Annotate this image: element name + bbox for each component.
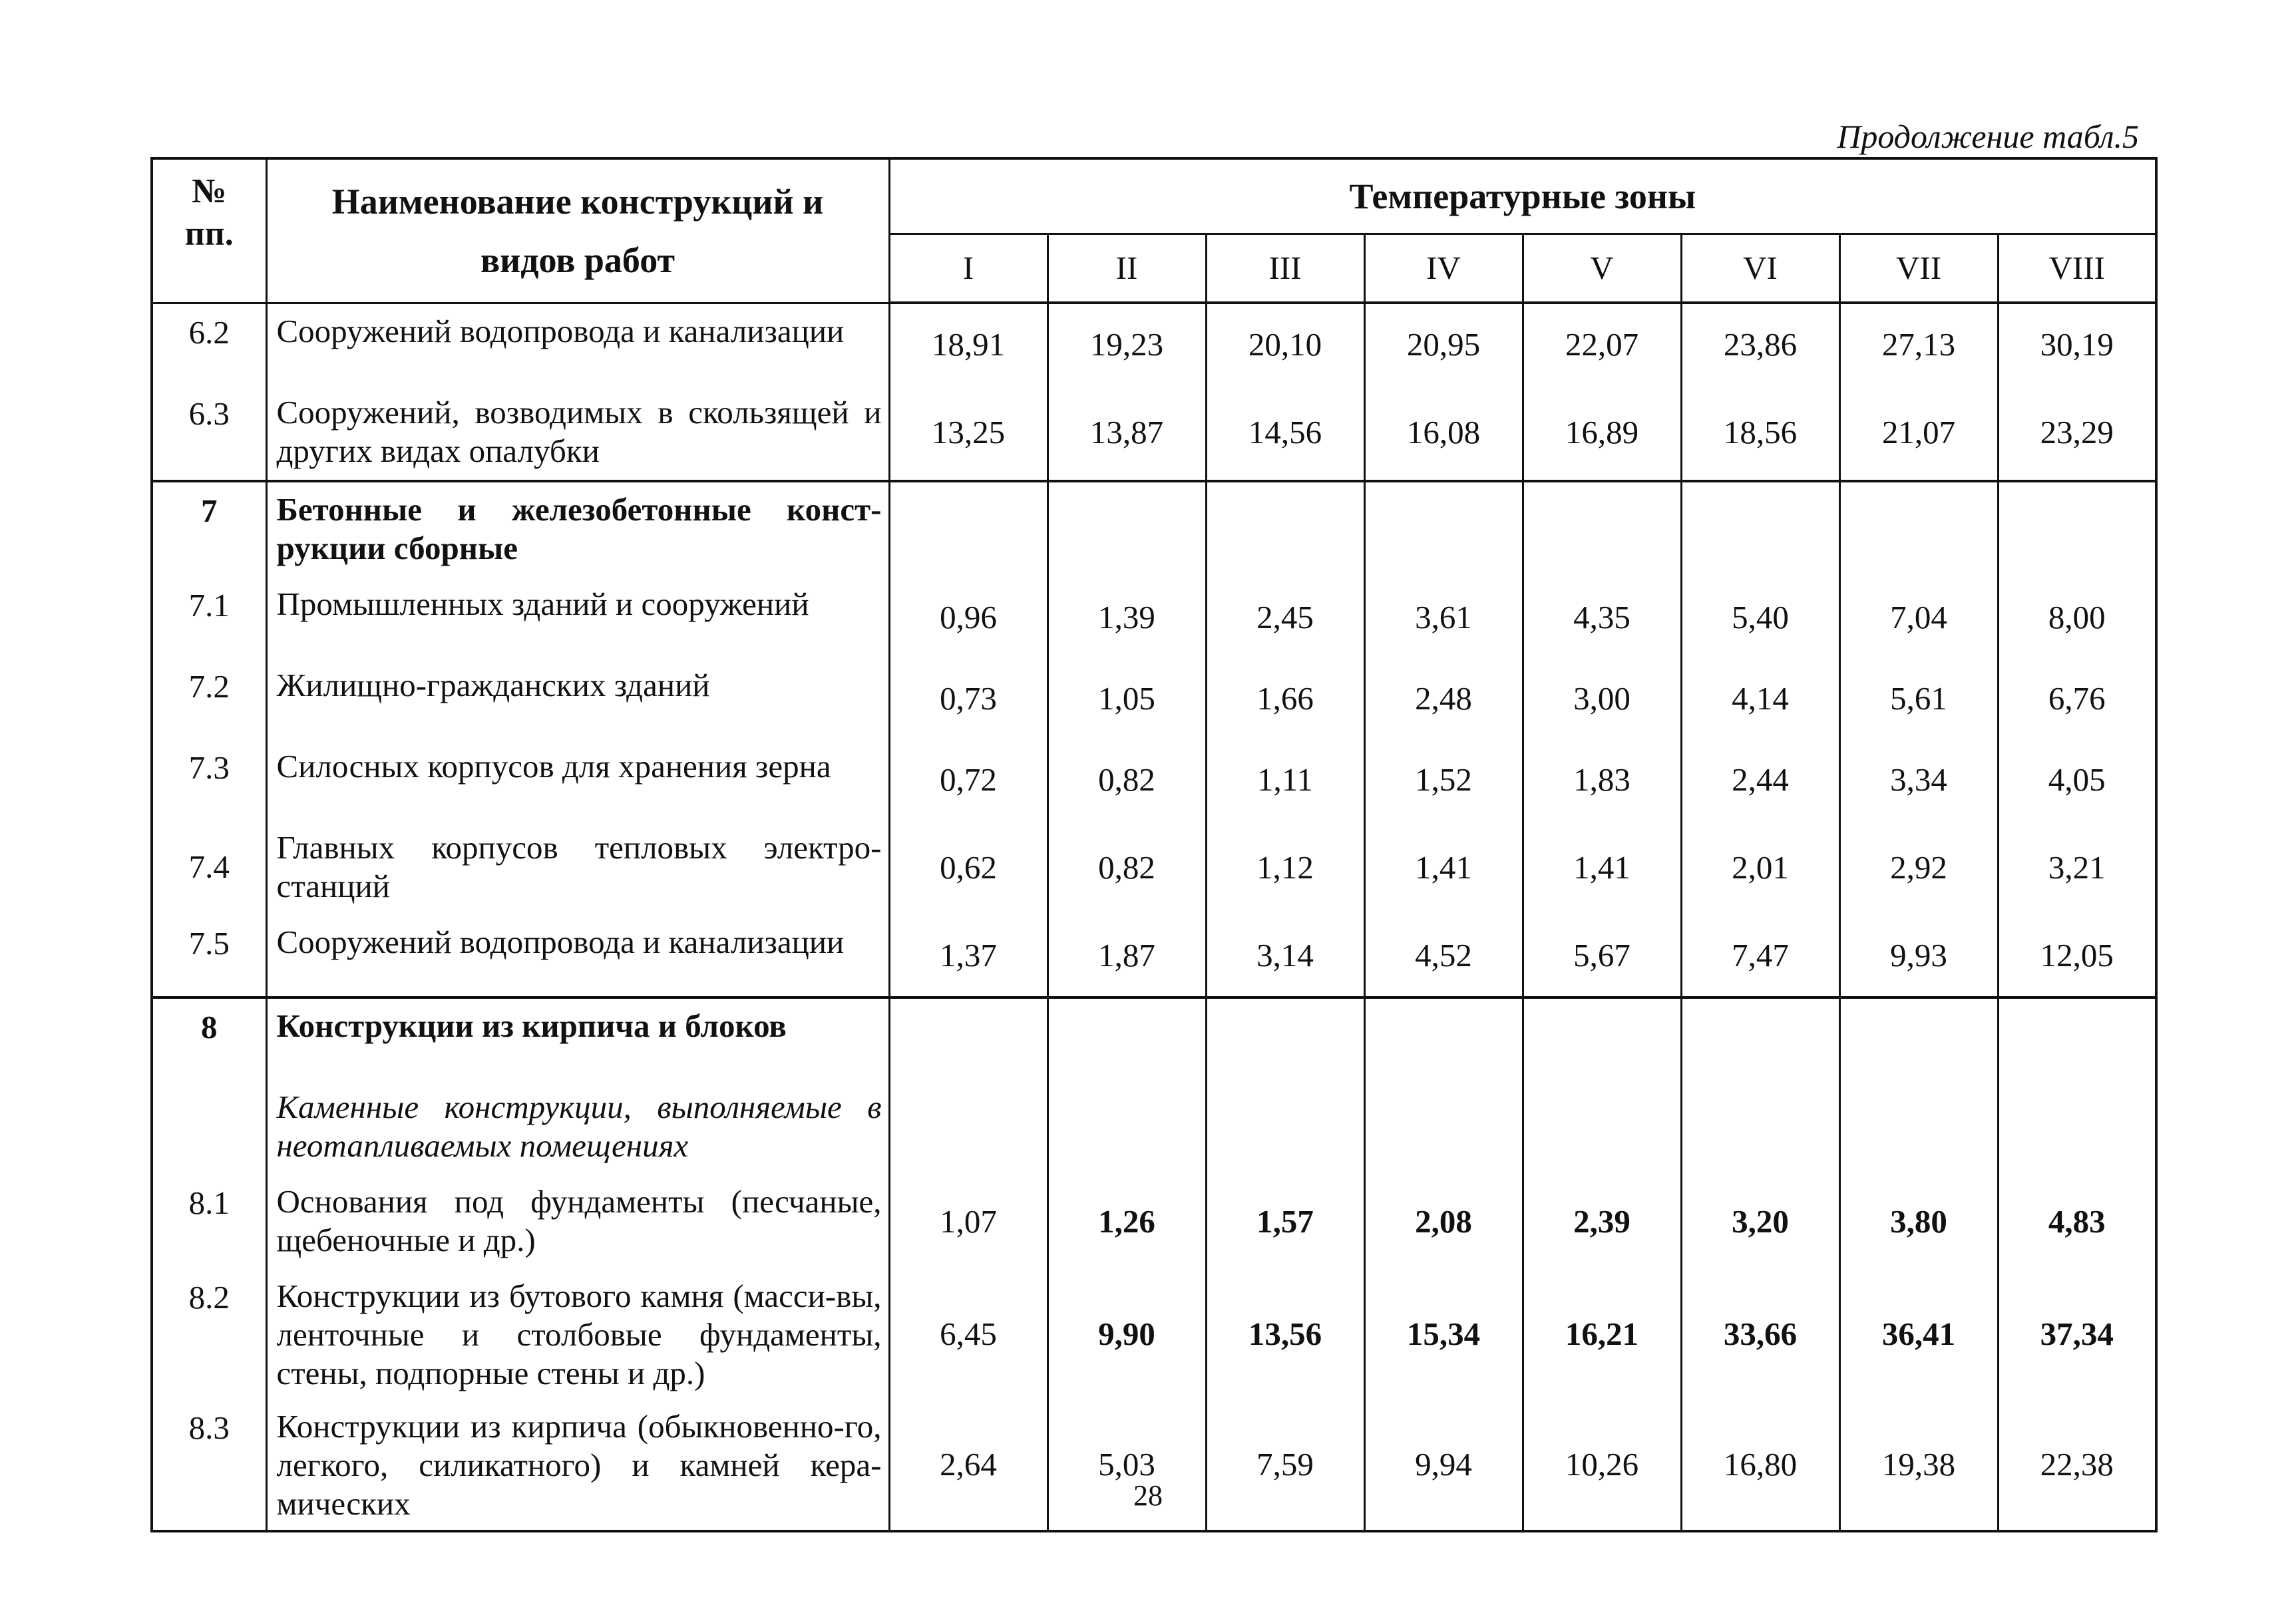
cell-value: 6,45 bbox=[889, 1269, 1048, 1399]
cell-value: 27,13 bbox=[1839, 303, 1998, 385]
header-name-line1: Наименование конструкций и bbox=[331, 181, 824, 222]
row-number: 8 bbox=[152, 997, 266, 1080]
cell-value: 0,96 bbox=[889, 577, 1048, 658]
row-name: Силосных корпусов для хранения зерна bbox=[266, 739, 889, 820]
cell-value: 1,52 bbox=[1364, 739, 1523, 820]
cell-value: 0,82 bbox=[1048, 820, 1206, 915]
zone-header: V bbox=[1523, 234, 1681, 303]
cell-value: 3,61 bbox=[1364, 577, 1523, 658]
row-number: 6.3 bbox=[152, 385, 266, 481]
cell-value bbox=[1048, 481, 1206, 577]
cell-value: 4,14 bbox=[1681, 658, 1839, 739]
cell-value: 19,23 bbox=[1048, 303, 1206, 385]
zone-header: III bbox=[1206, 234, 1364, 303]
cell-value: 21,07 bbox=[1839, 385, 1998, 481]
cell-value: 9,94 bbox=[1364, 1399, 1523, 1531]
cell-value: 1,39 bbox=[1048, 577, 1206, 658]
zone-header: VI bbox=[1681, 234, 1839, 303]
cell-value: 3,21 bbox=[1998, 820, 2156, 915]
row-name: Конструкции из кирпича и блоков bbox=[266, 997, 889, 1080]
cell-value: 30,19 bbox=[1998, 303, 2156, 385]
cell-value: 7,04 bbox=[1839, 577, 1998, 658]
cell-value: 8,00 bbox=[1998, 577, 2156, 658]
cell-value bbox=[1839, 997, 1998, 1080]
cell-value: 4,83 bbox=[1998, 1174, 2156, 1269]
row-name: Каменные конструкции, выполняемые в неотапливаемых помещениях bbox=[266, 1080, 889, 1174]
cell-value: 1,05 bbox=[1048, 658, 1206, 739]
temperature-zones-table bbox=[150, 157, 2158, 1532]
cell-value: 1,37 bbox=[889, 915, 1048, 997]
cell-value: 9,93 bbox=[1839, 915, 1998, 997]
cell-value: 36,41 bbox=[1839, 1269, 1998, 1399]
cell-value bbox=[1364, 1080, 1523, 1174]
cell-value: 3,34 bbox=[1839, 739, 1998, 820]
header-number bbox=[152, 158, 266, 303]
cell-value: 19,38 bbox=[1839, 1399, 1998, 1531]
row-number: 8.2 bbox=[152, 1269, 266, 1399]
cell-value: 33,66 bbox=[1681, 1269, 1839, 1399]
header-zones: Температурные зоны bbox=[889, 158, 2156, 234]
table-row-section bbox=[152, 481, 2156, 577]
cell-value bbox=[1364, 481, 1523, 577]
cell-value: 10,26 bbox=[1523, 1399, 1681, 1531]
cell-value: 2,01 bbox=[1681, 820, 1839, 915]
cell-value: 37,34 bbox=[1998, 1269, 2156, 1399]
table-row bbox=[152, 385, 2156, 481]
cell-value: 16,08 bbox=[1364, 385, 1523, 481]
row-name: Сооружений водопровода и канализации bbox=[266, 303, 889, 385]
cell-value: 16,80 bbox=[1681, 1399, 1839, 1531]
cell-value: 0,73 bbox=[889, 658, 1048, 739]
cell-value bbox=[1523, 997, 1681, 1080]
zone-header: II bbox=[1048, 234, 1206, 303]
cell-value bbox=[1681, 481, 1839, 577]
cell-value: 3,20 bbox=[1681, 1174, 1839, 1269]
row-number bbox=[152, 1080, 266, 1174]
cell-value: 6,76 bbox=[1998, 658, 2156, 739]
cell-value bbox=[1364, 997, 1523, 1080]
cell-value: 3,00 bbox=[1523, 658, 1681, 739]
cell-value: 4,35 bbox=[1523, 577, 1681, 658]
cell-value: 13,56 bbox=[1206, 1269, 1364, 1399]
cell-value: 16,21 bbox=[1523, 1269, 1681, 1399]
cell-value: 15,34 bbox=[1364, 1269, 1523, 1399]
cell-value: 2,48 bbox=[1364, 658, 1523, 739]
table-row bbox=[152, 658, 2156, 739]
row-name: Главных корпусов тепловых электро-станций bbox=[266, 820, 889, 915]
cell-value bbox=[1839, 481, 1998, 577]
table-row bbox=[152, 303, 2156, 385]
row-number: 8.1 bbox=[152, 1174, 266, 1269]
table-row bbox=[152, 820, 2156, 915]
cell-value bbox=[1681, 1080, 1839, 1174]
table-row bbox=[152, 1269, 2156, 1399]
zone-header: I bbox=[889, 234, 1048, 303]
cell-value: 5,61 bbox=[1839, 658, 1998, 739]
row-number: 7 bbox=[152, 481, 266, 577]
cell-value bbox=[889, 997, 1048, 1080]
table-row bbox=[152, 915, 2156, 997]
row-name: Промышленных зданий и сооружений bbox=[266, 577, 889, 658]
row-number: 6.2 bbox=[152, 303, 266, 385]
cell-value: 4,05 bbox=[1998, 739, 2156, 820]
cell-value bbox=[889, 481, 1048, 577]
cell-value: 1,07 bbox=[889, 1174, 1048, 1269]
cell-value bbox=[1048, 1080, 1206, 1174]
cell-value: 7,59 bbox=[1206, 1399, 1364, 1531]
cell-value bbox=[1998, 1080, 2156, 1174]
header-number-line1: № bbox=[192, 172, 227, 210]
cell-value: 2,44 bbox=[1681, 739, 1839, 820]
cell-value: 1,57 bbox=[1206, 1174, 1364, 1269]
row-name: Жилищно-гражданских зданий bbox=[266, 658, 889, 739]
cell-value: 2,64 bbox=[889, 1399, 1048, 1531]
cell-value: 5,67 bbox=[1523, 915, 1681, 997]
cell-value: 0,62 bbox=[889, 820, 1048, 915]
page-number: 28 bbox=[1133, 1479, 1163, 1512]
row-number: 7.4 bbox=[152, 820, 266, 915]
cell-value: 9,90 bbox=[1048, 1269, 1206, 1399]
cell-value: 23,29 bbox=[1998, 385, 2156, 481]
row-name: Бетонные и железобетонные конст-рукции сборные bbox=[266, 481, 889, 577]
cell-value: 2,39 bbox=[1523, 1174, 1681, 1269]
header-number-line2: пп. bbox=[184, 215, 234, 253]
cell-value: 1,87 bbox=[1048, 915, 1206, 997]
table-row bbox=[152, 577, 2156, 658]
cell-value: 2,08 bbox=[1364, 1174, 1523, 1269]
cell-value: 2,92 bbox=[1839, 820, 1998, 915]
cell-value bbox=[1048, 997, 1206, 1080]
row-name: Конструкции из кирпича (обыкновенно-го, легкого, силикатного) и камней кера-мических bbox=[266, 1399, 889, 1531]
cell-value: 12,05 bbox=[1998, 915, 2156, 997]
row-number: 7.3 bbox=[152, 739, 266, 820]
header-name-line2: видов работ bbox=[480, 240, 675, 280]
zone-header: VIII bbox=[1998, 234, 2156, 303]
cell-value: 7,47 bbox=[1681, 915, 1839, 997]
cell-value bbox=[1206, 1080, 1364, 1174]
cell-value: 1,41 bbox=[1523, 820, 1681, 915]
row-name: Основания под фундаменты (песчаные, щебеночные и др.) bbox=[266, 1174, 889, 1269]
cell-value: 1,83 bbox=[1523, 739, 1681, 820]
table-row-section bbox=[152, 997, 2156, 1080]
row-number: 7.5 bbox=[152, 915, 266, 997]
cell-value: 0,72 bbox=[889, 739, 1048, 820]
cell-value bbox=[1206, 997, 1364, 1080]
cell-value: 4,52 bbox=[1364, 915, 1523, 997]
cell-value: 16,89 bbox=[1523, 385, 1681, 481]
cell-value: 3,80 bbox=[1839, 1174, 1998, 1269]
cell-value: 13,87 bbox=[1048, 385, 1206, 481]
cell-value bbox=[1523, 481, 1681, 577]
cell-value bbox=[1206, 481, 1364, 577]
cell-value bbox=[889, 1080, 1048, 1174]
table-row bbox=[152, 739, 2156, 820]
cell-value: 2,45 bbox=[1206, 577, 1364, 658]
cell-value bbox=[1523, 1080, 1681, 1174]
cell-value: 5,03 bbox=[1048, 1399, 1206, 1531]
cell-value: 1,66 bbox=[1206, 658, 1364, 739]
row-number: 8.3 bbox=[152, 1399, 266, 1531]
cell-value: 20,10 bbox=[1206, 303, 1364, 385]
cell-value: 13,25 bbox=[889, 385, 1048, 481]
zone-header: IV bbox=[1364, 234, 1523, 303]
row-number: 7.1 bbox=[152, 577, 266, 658]
cell-value: 1,11 bbox=[1206, 739, 1364, 820]
table-row-subsection bbox=[152, 1080, 2156, 1174]
cell-value bbox=[1839, 1080, 1998, 1174]
cell-value: 1,12 bbox=[1206, 820, 1364, 915]
table-caption: Продолжение табл.5 bbox=[1837, 118, 2139, 155]
cell-value: 18,56 bbox=[1681, 385, 1839, 481]
cell-value: 14,56 bbox=[1206, 385, 1364, 481]
cell-value: 1,41 bbox=[1364, 820, 1523, 915]
cell-value: 23,86 bbox=[1681, 303, 1839, 385]
row-name: Сооружений водопровода и канализации bbox=[266, 915, 889, 997]
zone-header: VII bbox=[1839, 234, 1998, 303]
cell-value: 18,91 bbox=[889, 303, 1048, 385]
row-name: Конструкции из бутового камня (масси-вы, ленточные и столбовые фундаменты, стены, подпорные стены и др.) bbox=[266, 1269, 889, 1399]
cell-value: 3,14 bbox=[1206, 915, 1364, 997]
cell-value bbox=[1998, 997, 2156, 1080]
row-number: 7.2 bbox=[152, 658, 266, 739]
cell-value: 5,40 bbox=[1681, 577, 1839, 658]
cell-value bbox=[1681, 997, 1839, 1080]
header-name bbox=[266, 158, 889, 303]
row-name: Сооружений, возводимых в скользящей и других видах опалубки bbox=[266, 385, 889, 481]
cell-value bbox=[1998, 481, 2156, 577]
cell-value: 0,82 bbox=[1048, 739, 1206, 820]
cell-value: 20,95 bbox=[1364, 303, 1523, 385]
table-row bbox=[152, 1174, 2156, 1269]
cell-value: 1,26 bbox=[1048, 1174, 1206, 1269]
cell-value: 22,07 bbox=[1523, 303, 1681, 385]
cell-value: 22,38 bbox=[1998, 1399, 2156, 1531]
